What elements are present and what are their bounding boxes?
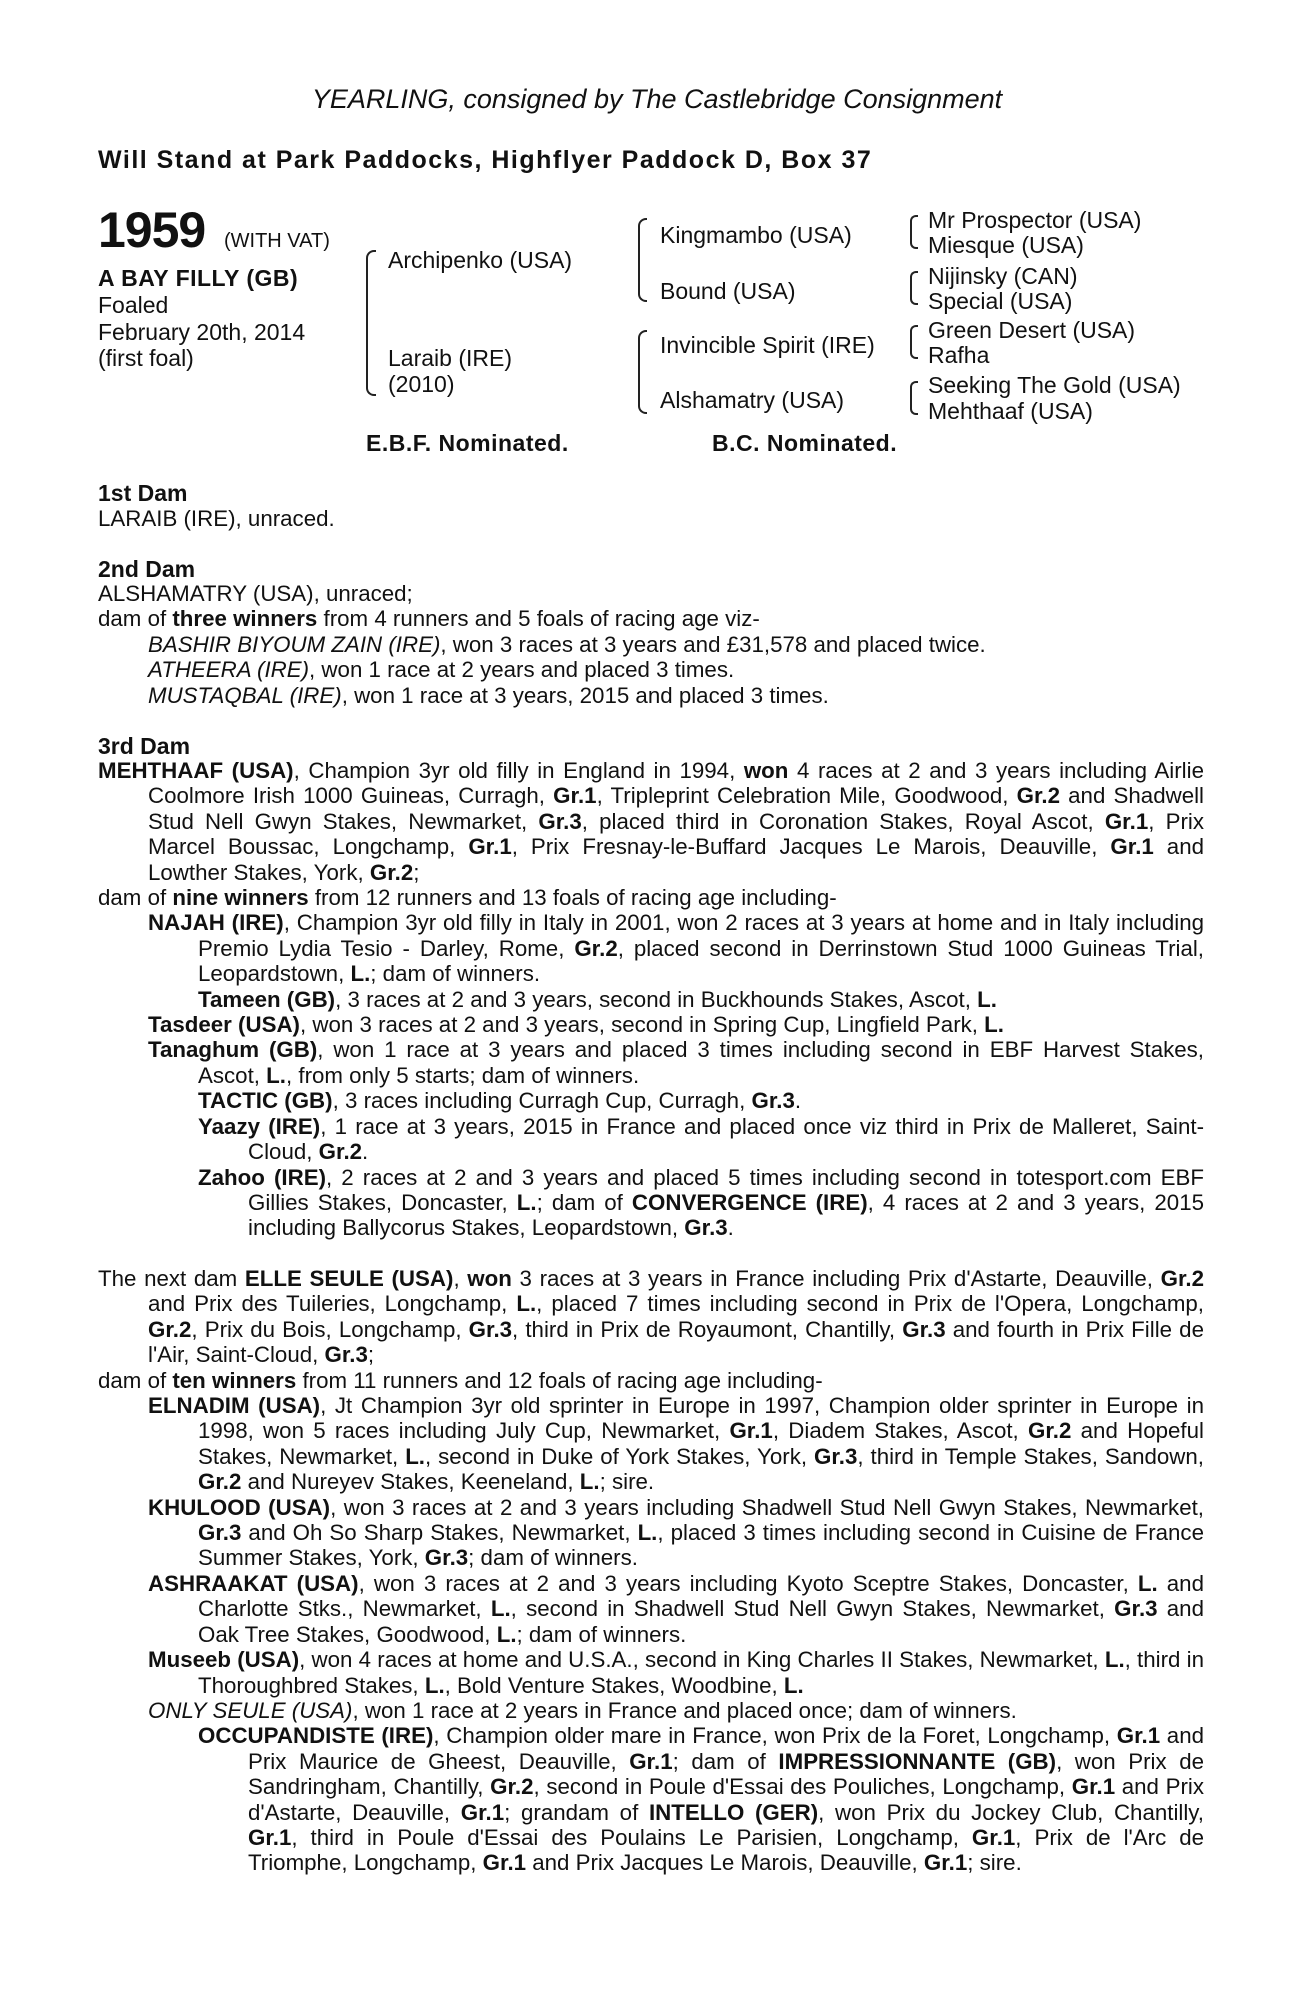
pedigree-bracket bbox=[910, 325, 918, 359]
progeny-line: MUSTAQBAL (IRE), won 1 race at 3 years, 2015 and placed 3 times. bbox=[148, 682, 829, 708]
progeny-line: BASHIR BIYOUM ZAIN (IRE), won 3 races at 3 years and £31,578 and placed twice. bbox=[148, 631, 986, 657]
dam-dam: Alshamatry (USA) bbox=[660, 387, 845, 413]
dam-sire: Invincible Spirit (IRE) bbox=[660, 332, 875, 358]
stand-location: Will Stand at Park Paddocks, Highflyer Paddock D, Box 37 bbox=[98, 146, 873, 174]
pedigree-bracket bbox=[638, 218, 647, 302]
zahoo-entry: Zahoo (IRE), 2 races at 2 and 3 years and placed 5 times including second in totesport.com EBF Gillies Stakes, Doncaster, L.; dam of CONVERGENCE (IRE), 4 races at 2 and 3 years, 2015 including Ballycorus Stakes, Leopardstown, Gr.3. bbox=[198, 1164, 1205, 1241]
foaled-date: February 20th, 2014 bbox=[98, 319, 306, 345]
ssd: Miesque (USA) bbox=[928, 232, 1084, 258]
pedigree-bracket bbox=[910, 215, 918, 249]
third-dam-heading: 3rd Dam bbox=[98, 733, 191, 759]
najah-entry: NAJAH (IRE), Champion 3yr old filly in Italy in 2001, won 2 races at 3 years at home and in Italy including Premio Lydia Tesio - Darley, Rome, Gr.2, placed second in Derrinstown Stud 1000 Guineas Trial, Leopardstown, L.; dam of winners. bbox=[148, 910, 1205, 987]
sire-sire: Kingmambo (USA) bbox=[660, 222, 852, 248]
second-dam-produce: dam of three winners from 4 runners and 5 foals of racing age viz- bbox=[98, 606, 760, 632]
dss: Green Desert (USA) bbox=[928, 317, 1136, 343]
second-dam-heading: 2nd Dam bbox=[98, 556, 196, 582]
tactic-entry: TACTIC (GB), 3 races including Curragh Cup, Curragh, Gr.3. bbox=[198, 1088, 802, 1114]
first-dam-heading: 1st Dam bbox=[98, 480, 188, 506]
catalogue-header: YEARLING, consigned by The Castlebridge Consignment bbox=[311, 84, 1003, 114]
sdd: Special (USA) bbox=[928, 288, 1073, 314]
khulood-entry: KHULOOD (USA), won 3 races at 2 and 3 years including Shadwell Stud Nell Gwyn Stakes, Newmarket, Gr.3 and Oh So Sharp Stakes, Newmarket, L., placed 3 times including second in Cuisine de France Summer Stakes, York, Gr.3; dam of winners. bbox=[148, 1494, 1204, 1571]
dam: Laraib (IRE) bbox=[388, 345, 512, 371]
next-dam-produce: dam of ten winners from 11 runners and 12 foals of racing age including- bbox=[98, 1367, 823, 1393]
next-dam-body bbox=[98, 1266, 1204, 1876]
lot-number: 1959 bbox=[98, 202, 206, 258]
only-seule-entry: ONLY SEULE (USA), won 1 race at 2 years in France and placed once; dam of winners. bbox=[148, 1697, 1017, 1723]
ebf-nominated: E.B.F. Nominated. bbox=[366, 430, 569, 456]
sire-dam: Bound (USA) bbox=[660, 278, 796, 304]
pedigree-bracket bbox=[366, 250, 376, 396]
pedigree-bracket bbox=[638, 330, 647, 414]
sss: Mr Prospector (USA) bbox=[928, 207, 1142, 233]
sds: Nijinsky (CAN) bbox=[928, 263, 1078, 289]
ashraakat-entry: ASHRAAKAT (USA), won 3 races at 2 and 3 years including Kyoto Sceptre Stakes, Doncaster, L. and Charlotte Stks., Newmarket, L., second in Shadwell Stud Nell Gwyn Stakes, Newmarket, Gr.3 and Oak Tree Stakes, Goodwood, L.; dam of winners. bbox=[148, 1570, 1204, 1647]
pedigree-bracket bbox=[910, 381, 918, 415]
foaled-label: Foaled bbox=[98, 292, 169, 318]
first-dam-text: LARAIB (IRE), unraced. bbox=[98, 506, 335, 531]
third-dam-body bbox=[98, 758, 1204, 1241]
vat-note: (WITH VAT) bbox=[224, 230, 330, 252]
dam-year: (2010) bbox=[388, 371, 455, 397]
elle-seule-entry: The next dam ELLE SEULE (USA), won 3 races at 3 years in France including Prix d'Astarte, Deauville, Gr.2 and Prix des Tuileries, Longchamp, L., placed 7 times including second in Prix de l'Opera, Longchamp, Gr.2, Prix du Bois, Longchamp, Gr.3, third in Prix de Royaumont, Chantilly, Gr.3 and fourth in Prix Fille de l'Air, Saint-Cloud, Gr.3; bbox=[98, 1266, 1205, 1368]
tameen-entry: Tameen (GB), 3 races at 2 and 3 years, second in Buckhounds Stakes, Ascot, L. bbox=[198, 986, 997, 1012]
sire: Archipenko (USA) bbox=[388, 247, 573, 273]
dds: Seeking The Gold (USA) bbox=[928, 372, 1181, 398]
tasdeer-entry: Tasdeer (USA), won 3 races at 2 and 3 years, second in Spring Cup, Lingfield Park, L. bbox=[148, 1012, 1004, 1038]
tanaghum-entry: Tanaghum (GB), won 1 race at 3 years and placed 3 times including second in EBF Harvest Stakes, Ascot, L., from only 5 starts; dam of winners. bbox=[148, 1037, 1204, 1088]
mehthaaf-entry: MEHTHAAF (USA), Champion 3yr old filly in England in 1994, won 4 races at 2 and 3 years including Airlie Coolmore Irish 1000 Guineas, Curragh, Gr.1, Tripleprint Celebration Mile, Goodwood, Gr.2 and Shadwell Stud Nell Gwyn Stakes, Newmarket, Gr.3, placed third in Coronation Stakes, Royal Ascot, Gr.1, Prix Marcel Boussac, Longchamp, Gr.1, Prix Fresnay-le-Buffard Jacques Le Marois, Deauville, Gr.1 and Lowther Stakes, York, Gr.2; bbox=[98, 758, 1205, 885]
dsd: Rafha bbox=[928, 342, 990, 368]
elnadim-entry: ELNADIM (USA), Jt Champion 3yr old sprinter in Europe in 1997, Champion older sprinter in Europe in 1998, won 5 races including July Cup, Newmarket, Gr.1, Diadem Stakes, Ascot, Gr.2 and Hopeful Stakes, Newmarket, L., second in Duke of York Stakes, York, Gr.3, third in Temple Stakes, Sandown, Gr.2 and Nureyev Stakes, Keeneland, L.; sire. bbox=[148, 1393, 1205, 1495]
foal-note: (first foal) bbox=[98, 345, 194, 371]
second-dam-body bbox=[98, 581, 1204, 708]
third-dam-produce: dam of nine winners from 12 runners and 13 foals of racing age including- bbox=[98, 885, 837, 911]
museeb-entry: Museeb (USA), won 4 races at home and U.S.A., second in King Charles II Stakes, Newmarket, L., third in Thoroughbred Stakes, L., Bold Venture Stakes, Woodbine, L. bbox=[148, 1647, 1204, 1698]
bc-nominated: B.C. Nominated. bbox=[712, 430, 898, 456]
second-dam-line: ALSHAMATRY (USA), unraced; bbox=[98, 581, 413, 606]
yaazy-entry: Yaazy (IRE), 1 race at 3 years, 2015 in France and placed once viz third in Prix de Malleret, Saint-Cloud, Gr.2. bbox=[198, 1113, 1204, 1165]
ddd: Mehthaaf (USA) bbox=[928, 398, 1093, 424]
lot-title: A BAY FILLY (GB) bbox=[98, 265, 299, 291]
pedigree-bracket bbox=[910, 271, 918, 305]
progeny-line: ATHEERA (IRE), won 1 race at 2 years and placed 3 times. bbox=[148, 657, 735, 683]
occupandiste-entry: OCCUPANDISTE (IRE), Champion older mare in France, won Prix de la Foret, Longchamp, Gr.1 and Prix Maurice de Gheest, Deauville, Gr.1; dam of IMPRESSIONNANTE (GB), won Prix de Sandringham, Chantilly, Gr.2, second in Poule d'Essai des Pouliches, Longchamp, Gr.1 and Prix d'Astarte, Deauville, Gr.1; grandam of INTELLO (GER), won Prix du Jockey Club, Chantilly, Gr.1, third in Poule d'Essai des Poulains Le Parisien, Longchamp, Gr.1, Prix de l'Arc de Triomphe, Longchamp, Gr.1 and Prix Jacques Le Marois, Deauville, Gr.1; sire. bbox=[198, 1723, 1204, 1876]
